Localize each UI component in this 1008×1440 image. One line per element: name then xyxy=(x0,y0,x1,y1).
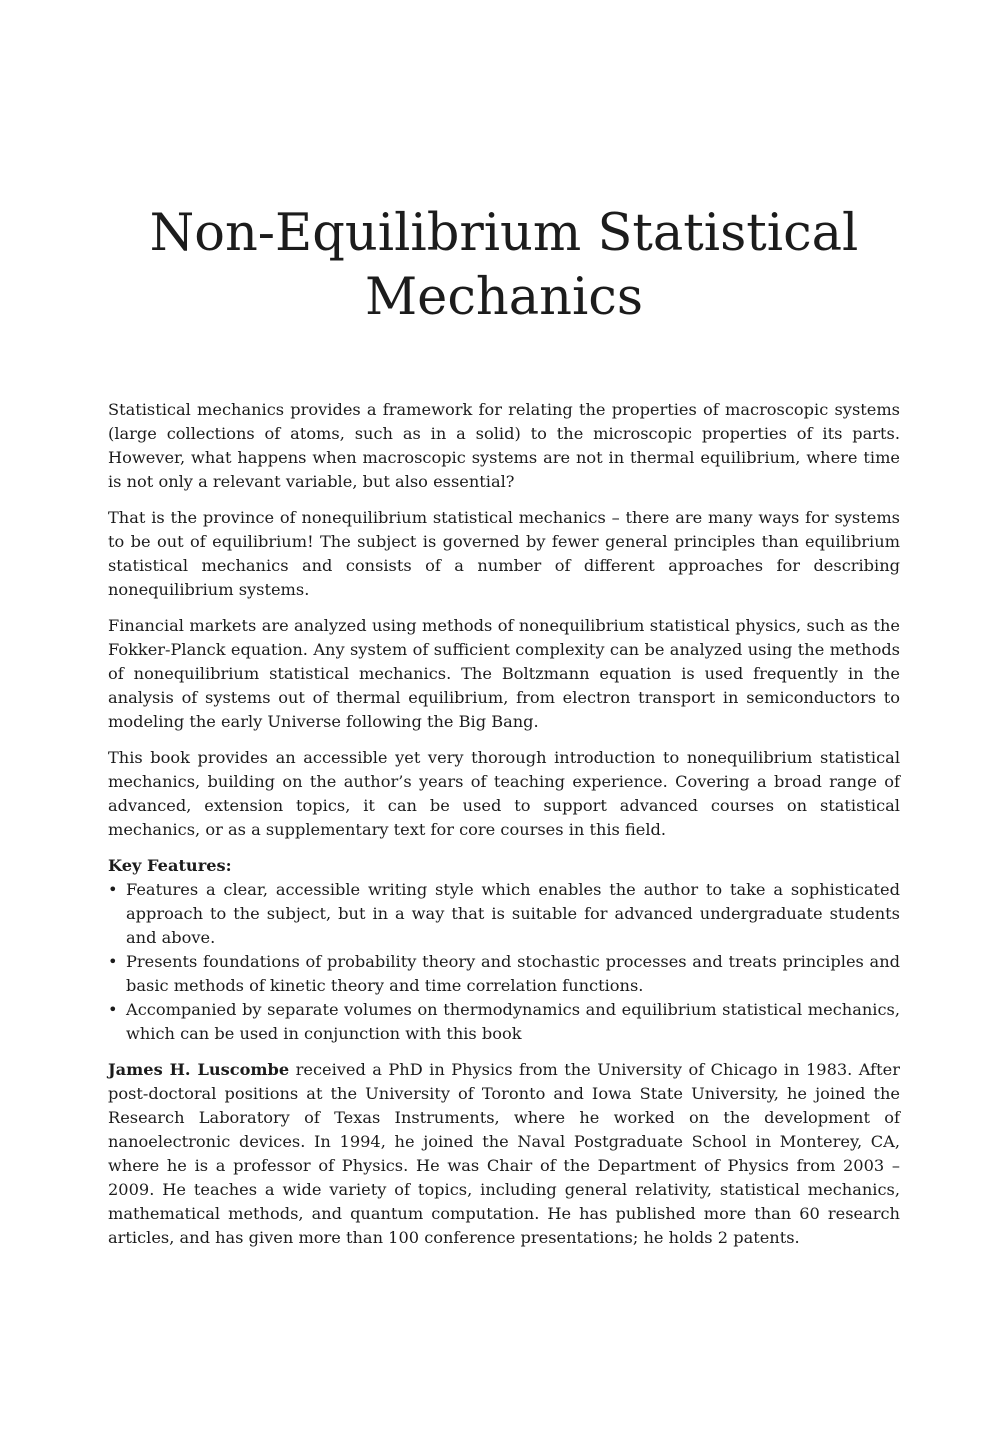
author-bio xyxy=(108,1058,900,1250)
description-body xyxy=(108,398,900,1262)
book-title xyxy=(108,202,900,330)
description-paragraph-4: This book provides an accessible yet very thorough introduction to nonequilibrium statistical mechanics, building on the author’s years of teaching experience. Covering a broad range of advanced, extension topics, it can be used to support advanced courses on statistical mechanics, or as a supplementary text for core courses in this field. xyxy=(108,748,900,839)
author-name: James H. Luscombe xyxy=(108,1060,290,1079)
description-paragraph-1: Statistical mechanics provides a framework for relating the properties of macroscopic systems (large collections of atoms, such as in a solid) to the microscopic properties of its parts. However, what happens when macroscopic systems are not in thermal equilibrium, where time is not only a relevant variable, but also essential? xyxy=(108,400,900,491)
description-paragraph-2: That is the province of nonequilibrium statistical mechanics – there are many ways for systems to be out of equilibrium! The subject is governed by fewer general principles than equilibrium statistical mechanics and consists of a number of different approaches for describing nonequilibrium systems. xyxy=(108,508,900,599)
key-feature-text: Presents foundations of probability theory and stochastic processes and treats principles and basic methods of kinetic theory and time correlation functions. xyxy=(126,952,900,995)
bullet-icon: • xyxy=(108,880,118,899)
book-title-line-1: Non-Equilibrium Statistical xyxy=(149,204,859,263)
key-feature-text: Accompanied by separate volumes on thermodynamics and equilibrium statistical mechanics, which can be used in conjunction with this book xyxy=(126,1000,900,1043)
book-title-line-2: Mechanics xyxy=(364,268,644,327)
key-features-heading: Key Features: xyxy=(108,856,232,875)
key-feature-item xyxy=(108,878,900,950)
description-paragraph-3: Financial markets are analyzed using methods of nonequilibrium statistical physics, such as the Fokker-Planck equation. Any system of sufficient complexity can be analyzed using the methods of nonequilibrium statistical mechanics. The Boltzmann equation is used frequently in the analysis of systems out of thermal equilibrium, from electron transport in semiconductors to modeling the early Universe following the Big Bang. xyxy=(108,616,900,731)
bullet-icon: • xyxy=(108,1000,118,1019)
key-feature-item xyxy=(108,998,900,1046)
key-features-list xyxy=(108,878,900,1046)
key-feature-item xyxy=(108,950,900,998)
bullet-icon: • xyxy=(108,952,118,971)
key-feature-text: Features a clear, accessible writing style which enables the author to take a sophisticated approach to the subject, but in a way that is suitable for advanced undergraduate students and above. xyxy=(126,880,900,947)
author-bio-text: received a PhD in Physics from the University of Chicago in 1983. After post-doctoral positions at the University of Toronto and Iowa State University, he joined the Research Laboratory of Texas Instruments, where he worked on the development of nanoelectronic devices. In 1994, he joined the Naval Postgraduate School in Monterey, CA, where he is a professor of Physics. He was Chair of the Department of Physics from 2003 – 2009. He teaches a wide variety of topics, including general relativity, statistical mechanics, mathematical methods, and quantum computation. He has published more than 60 research articles, and has given more than 100 conference presentations; he holds 2 patents. xyxy=(108,1060,900,1247)
